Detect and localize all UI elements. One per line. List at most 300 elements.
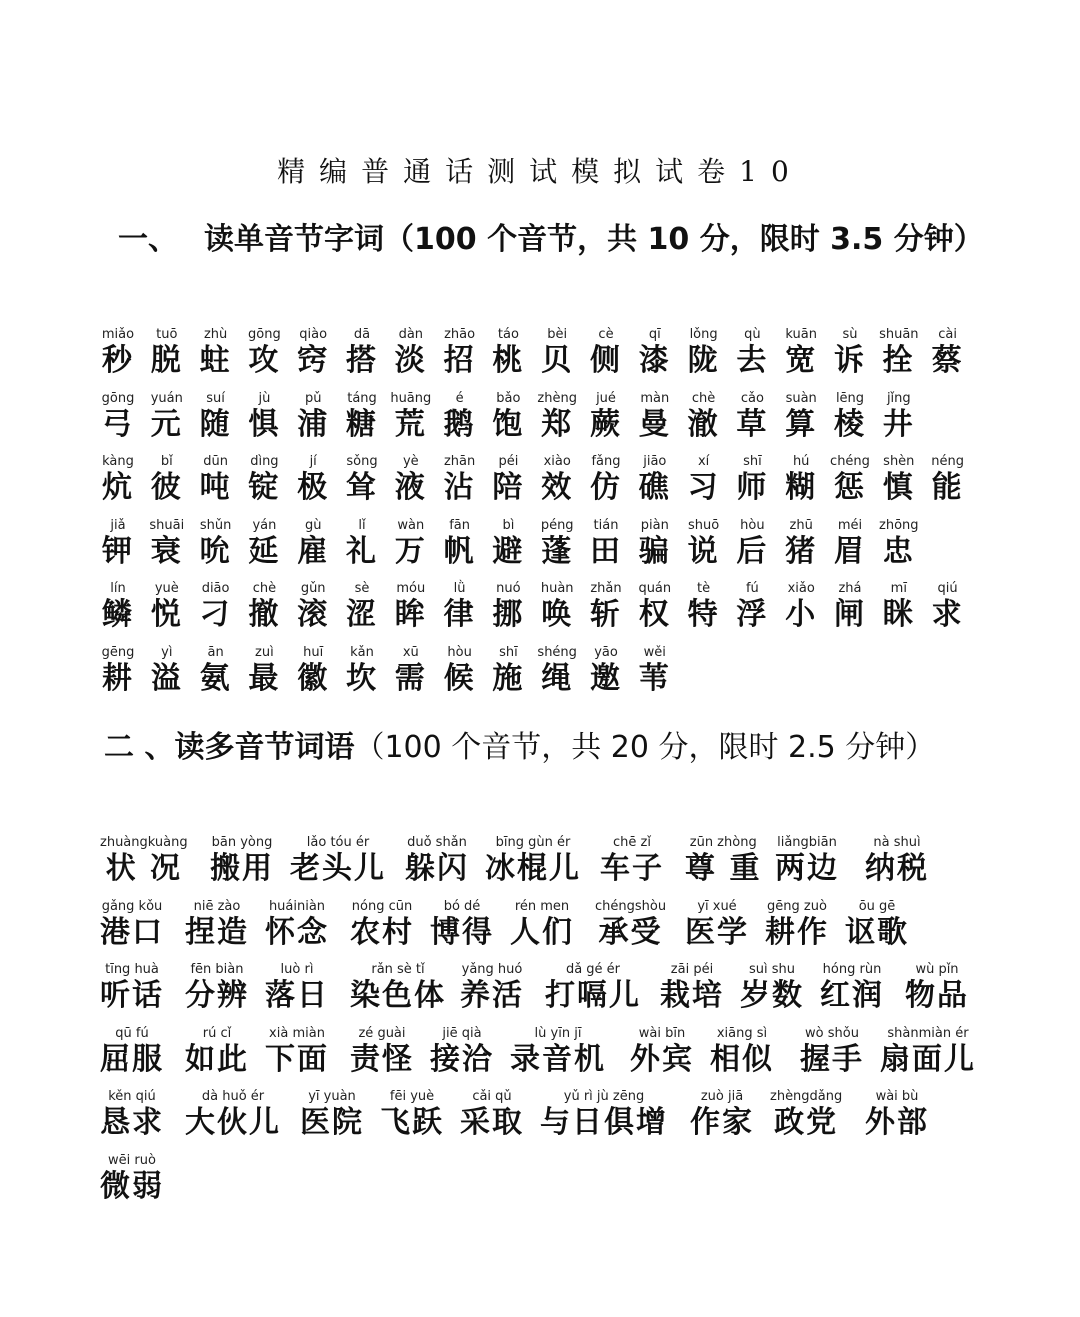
syllable-item bbox=[881, 517, 917, 570]
hanzi: 棱 bbox=[834, 406, 866, 442]
syllable-item bbox=[393, 517, 429, 570]
pinyin: qù bbox=[744, 327, 761, 342]
section2-heading bbox=[104, 722, 1080, 766]
hanzi: 钾 bbox=[102, 533, 134, 569]
pinyin: shuō bbox=[687, 517, 720, 533]
hanzi: 漆 bbox=[638, 343, 671, 378]
syllable-item bbox=[588, 390, 624, 443]
pinyin: bó dé bbox=[443, 898, 481, 914]
pinyin: duǒ shǎn bbox=[407, 835, 467, 850]
hanzi: 撤 bbox=[248, 597, 281, 632]
hanzi: 帆 bbox=[443, 533, 476, 569]
syllable-item bbox=[783, 390, 819, 443]
hanzi: 相似 bbox=[710, 1041, 774, 1077]
hanzi: 讴歌 bbox=[845, 914, 909, 950]
syllable-item bbox=[490, 453, 526, 506]
hanzi: 农村 bbox=[350, 914, 414, 950]
hanzi: 绳 bbox=[541, 660, 574, 696]
pinyin: dà huǒ ér bbox=[201, 1089, 265, 1104]
hanzi: 捏造 bbox=[185, 914, 249, 950]
hanzi: 骗 bbox=[638, 533, 671, 569]
pinyin: suàn bbox=[785, 390, 817, 406]
pinyin: fān bbox=[449, 517, 470, 533]
pinyin: yuè bbox=[154, 581, 179, 596]
pinyin: hóng rùn bbox=[822, 962, 882, 977]
hanzi: 挪 bbox=[492, 597, 525, 632]
word-item bbox=[380, 1088, 444, 1141]
pinyin: bèi bbox=[547, 327, 568, 342]
pinyin: kěn qiú bbox=[108, 1089, 156, 1104]
pinyin: lǎo tóu ér bbox=[306, 835, 370, 850]
pinyin: chéng bbox=[830, 454, 870, 469]
hanzi: 需 bbox=[394, 660, 427, 696]
syllable-item bbox=[881, 453, 917, 506]
pinyin: chē zǐ bbox=[613, 835, 651, 850]
syllable-item bbox=[149, 453, 185, 506]
hanzi: 避 bbox=[492, 533, 525, 569]
hanzi: 猪 bbox=[785, 533, 818, 569]
hanzi: 躲闪 bbox=[405, 851, 469, 886]
hanzi: 锭 bbox=[248, 470, 281, 505]
hanzi: 纳税 bbox=[865, 851, 929, 886]
syllable-item bbox=[539, 580, 575, 633]
hanzi: 岁数 bbox=[740, 978, 804, 1013]
syllable-item bbox=[881, 326, 917, 379]
pinyin: xià miàn bbox=[269, 1025, 325, 1041]
hanzi: 氨 bbox=[199, 660, 232, 696]
word-item bbox=[185, 961, 249, 1014]
pinyin: rú cǐ bbox=[202, 1025, 232, 1041]
hanzi: 滚 bbox=[297, 597, 330, 632]
hanzi: 吨 bbox=[199, 470, 232, 505]
hanzi: 刁 bbox=[199, 597, 232, 632]
word-item bbox=[430, 1025, 494, 1078]
syllable-item bbox=[295, 453, 331, 506]
pinyin: kuān bbox=[785, 327, 817, 342]
pinyin: zhèngdǎng bbox=[770, 1089, 843, 1104]
pinyin: gēng bbox=[101, 644, 135, 660]
hanzi: 雇 bbox=[297, 533, 330, 569]
syllable-item bbox=[783, 453, 819, 506]
pinyin: shèn bbox=[883, 454, 915, 469]
syllable-item bbox=[393, 453, 429, 506]
pinyin: zhān bbox=[443, 454, 476, 469]
pinyin: liǎngbiān bbox=[777, 835, 837, 850]
pinyin: zūn zhòng bbox=[689, 835, 757, 850]
hanzi: 攻 bbox=[248, 343, 281, 378]
hanzi: 坎 bbox=[346, 660, 378, 696]
syllable-item bbox=[930, 326, 966, 379]
pinyin: gù bbox=[304, 517, 322, 533]
syllable-item bbox=[442, 517, 478, 570]
pinyin: cài bbox=[938, 327, 957, 342]
pinyin: méi bbox=[837, 517, 863, 533]
syllable-item bbox=[881, 390, 917, 443]
hanzi: 耕作 bbox=[765, 914, 829, 950]
syllable-item bbox=[930, 453, 966, 506]
syllable-item bbox=[490, 644, 526, 697]
syllable-item bbox=[637, 326, 673, 379]
syllable-item bbox=[246, 390, 282, 443]
syllable-item bbox=[930, 580, 966, 633]
pinyin: néng bbox=[931, 454, 964, 469]
pinyin: shànmiàn ér bbox=[887, 1025, 969, 1041]
pinyin: jiāo bbox=[643, 454, 667, 469]
syllable-item bbox=[539, 644, 575, 697]
pinyin: zhōng bbox=[879, 517, 919, 533]
word-item bbox=[865, 834, 929, 887]
syllable-item bbox=[390, 390, 432, 443]
word-item bbox=[690, 1088, 754, 1141]
pinyin: gǔn bbox=[300, 581, 326, 596]
pinyin: dìng bbox=[250, 454, 279, 469]
pinyin: dā bbox=[353, 327, 371, 342]
syllable-item bbox=[734, 390, 770, 443]
hanzi: 元 bbox=[150, 406, 183, 442]
hanzi: 惧 bbox=[248, 406, 281, 442]
pinyin: bān yòng bbox=[211, 835, 273, 850]
syllable-item bbox=[393, 326, 429, 379]
pinyin: xiāng sì bbox=[716, 1025, 768, 1041]
hanzi: 博得 bbox=[430, 914, 494, 950]
syllable-item bbox=[588, 644, 624, 697]
hanzi: 沾 bbox=[443, 470, 476, 505]
word-item bbox=[540, 1088, 668, 1141]
hanzi: 微弱 bbox=[100, 1168, 164, 1204]
pinyin: zhū bbox=[789, 517, 813, 533]
pinyin: wài bīn bbox=[638, 1025, 686, 1041]
word-item bbox=[880, 1025, 976, 1078]
pinyin: yī xué bbox=[697, 898, 737, 914]
pinyin: tián bbox=[593, 517, 619, 533]
pinyin: sǒng bbox=[346, 454, 378, 469]
hanzi: 栽培 bbox=[660, 978, 724, 1013]
pinyin: zhāo bbox=[444, 327, 476, 342]
hanzi: 溢 bbox=[150, 660, 183, 696]
pinyin: péi bbox=[498, 454, 519, 469]
syllable-item bbox=[783, 517, 819, 570]
pinyin: rén men bbox=[514, 898, 570, 914]
pinyin: yǔ rì jù zēng bbox=[563, 1089, 645, 1104]
hanzi: 红润 bbox=[820, 978, 884, 1013]
hanzi: 窍 bbox=[297, 343, 330, 378]
pinyin: chè bbox=[691, 390, 716, 406]
pinyin: péng bbox=[540, 517, 574, 533]
syllable-item bbox=[100, 580, 136, 633]
hanzi: 蛀 bbox=[199, 343, 232, 378]
hanzi: 师 bbox=[736, 470, 769, 505]
syllable-item bbox=[295, 644, 331, 697]
word-item bbox=[845, 898, 909, 951]
word-item bbox=[630, 1025, 694, 1078]
hanzi: 外部 bbox=[865, 1105, 929, 1140]
syllable-item bbox=[637, 644, 673, 697]
hanzi: 尊 重 bbox=[685, 851, 762, 886]
hanzi: 医院 bbox=[300, 1105, 364, 1140]
syllable-item bbox=[588, 580, 624, 633]
word-item bbox=[740, 961, 804, 1014]
hanzi: 礁 bbox=[638, 470, 671, 505]
word-item bbox=[185, 1025, 249, 1078]
syllable-item bbox=[344, 326, 380, 379]
pinyin: bǐ bbox=[160, 454, 173, 469]
pinyin: wěi bbox=[643, 644, 666, 660]
word-item bbox=[100, 1088, 164, 1141]
hanzi: 搭 bbox=[346, 343, 378, 378]
pinyin: luò rì bbox=[280, 962, 314, 977]
pinyin: hòu bbox=[740, 517, 765, 533]
pinyin: huī bbox=[303, 644, 324, 660]
syllable-item bbox=[783, 326, 819, 379]
hanzi: 候 bbox=[443, 660, 476, 696]
pinyin: huàn bbox=[540, 581, 574, 596]
hanzi: 握手 bbox=[800, 1041, 864, 1077]
word-item bbox=[350, 961, 446, 1014]
syllable-item bbox=[100, 453, 136, 506]
hanzi: 蓬 bbox=[541, 533, 574, 569]
pinyin: shī bbox=[743, 454, 762, 469]
pinyin: gēng zuò bbox=[767, 898, 827, 914]
syllable-item bbox=[198, 453, 234, 506]
syllable-item bbox=[198, 326, 234, 379]
syllable-item bbox=[539, 453, 575, 506]
hanzi: 耸 bbox=[346, 470, 378, 505]
word-item bbox=[865, 1088, 929, 1141]
syllable-item bbox=[100, 644, 136, 697]
pinyin: fǎng bbox=[591, 454, 621, 469]
hanzi: 邀 bbox=[590, 660, 622, 696]
pinyin: tīng huà bbox=[105, 962, 159, 977]
hanzi: 液 bbox=[394, 470, 427, 505]
syllable-item bbox=[490, 517, 526, 570]
syllable-item bbox=[734, 453, 770, 506]
pinyin: fēn biàn bbox=[190, 962, 244, 977]
hanzi: 宽 bbox=[785, 343, 818, 378]
word-item bbox=[685, 834, 761, 887]
hanzi: 淡 bbox=[394, 343, 427, 378]
word-item bbox=[350, 898, 414, 951]
pinyin: yāo bbox=[594, 644, 618, 660]
pinyin: jiǎ bbox=[110, 517, 126, 533]
syllable-item bbox=[198, 517, 234, 570]
syllable-item bbox=[637, 517, 673, 570]
hanzi: 吮 bbox=[199, 533, 232, 569]
pinyin: diāo bbox=[201, 581, 230, 596]
syllable-item bbox=[295, 326, 331, 379]
word-item bbox=[430, 898, 494, 951]
syllable-item bbox=[637, 453, 673, 506]
hanzi: 万 bbox=[394, 533, 427, 569]
hanzi: 染色体 bbox=[350, 978, 446, 1013]
syllable-item bbox=[344, 580, 380, 633]
hanzi: 糖 bbox=[346, 406, 378, 442]
pinyin: fú bbox=[745, 581, 759, 596]
syllable-item bbox=[881, 580, 917, 633]
hanzi: 效 bbox=[541, 470, 574, 505]
pinyin: kàng bbox=[102, 454, 134, 469]
syllable-item bbox=[734, 326, 770, 379]
hanzi: 桃 bbox=[492, 343, 525, 378]
word-item bbox=[300, 1088, 364, 1141]
syllable-item bbox=[734, 517, 770, 570]
hanzi: 作家 bbox=[690, 1105, 754, 1140]
pinyin: màn bbox=[640, 390, 670, 406]
word-item bbox=[210, 834, 274, 887]
pinyin: hòu bbox=[447, 644, 472, 660]
pinyin: hú bbox=[792, 454, 810, 469]
syllable-item bbox=[100, 517, 136, 570]
section2-title: 二 、读多音节词语 bbox=[104, 730, 355, 765]
pinyin: qiào bbox=[299, 327, 328, 342]
hanzi: 大伙儿 bbox=[185, 1105, 281, 1140]
pinyin: xí bbox=[697, 454, 710, 469]
syllable-item bbox=[442, 580, 478, 633]
word-item bbox=[595, 898, 666, 951]
syllable-item bbox=[442, 326, 478, 379]
pinyin: zhǎn bbox=[590, 581, 622, 596]
syllable-item bbox=[686, 453, 722, 506]
syllable-item bbox=[246, 644, 282, 697]
hanzi: 外宾 bbox=[630, 1041, 694, 1077]
word-item bbox=[100, 961, 164, 1014]
word-item bbox=[510, 1025, 606, 1078]
hanzi: 两边 bbox=[775, 851, 839, 886]
hanzi: 怀念 bbox=[265, 914, 329, 950]
word-item bbox=[265, 1025, 329, 1078]
hanzi: 如此 bbox=[185, 1041, 249, 1077]
word-item bbox=[265, 961, 329, 1014]
syllable-item bbox=[490, 580, 526, 633]
hanzi: 荒 bbox=[394, 406, 427, 442]
word-item bbox=[545, 961, 641, 1014]
pinyin: nà shuì bbox=[873, 835, 921, 850]
pinyin: piàn bbox=[640, 517, 669, 533]
pinyin: lǒng bbox=[689, 327, 718, 342]
word-item bbox=[765, 898, 829, 951]
pinyin: tuō bbox=[156, 327, 178, 342]
pinyin: zāi péi bbox=[670, 962, 714, 977]
pinyin: lēng bbox=[835, 390, 865, 406]
hanzi: 下面 bbox=[265, 1041, 329, 1077]
pinyin: huáiniàn bbox=[268, 898, 326, 914]
hanzi: 老头儿 bbox=[290, 851, 386, 886]
hanzi: 医学 bbox=[685, 914, 749, 950]
hanzi: 苇 bbox=[638, 660, 671, 696]
section1-heading bbox=[118, 214, 1080, 258]
pinyin: quán bbox=[638, 581, 672, 596]
hanzi: 田 bbox=[590, 533, 622, 569]
hanzi: 闸 bbox=[834, 597, 866, 632]
syllable-item bbox=[539, 517, 575, 570]
hanzi: 录音机 bbox=[510, 1041, 606, 1077]
pinyin: ān bbox=[207, 644, 224, 660]
hanzi: 随 bbox=[199, 406, 232, 442]
hanzi: 唤 bbox=[541, 597, 574, 632]
syllable-item bbox=[149, 326, 185, 379]
hanzi: 陇 bbox=[687, 343, 720, 378]
syllable-item bbox=[149, 390, 185, 443]
hanzi: 听话 bbox=[100, 978, 164, 1013]
hanzi: 说 bbox=[687, 533, 720, 569]
hanzi: 港口 bbox=[100, 914, 164, 950]
hanzi: 徽 bbox=[297, 660, 330, 696]
hanzi: 眯 bbox=[882, 597, 915, 632]
word-item bbox=[660, 961, 724, 1014]
pinyin: sù bbox=[842, 327, 858, 342]
pinyin: gǎng kǒu bbox=[101, 898, 163, 914]
hanzi: 打嗝儿 bbox=[545, 978, 641, 1013]
pinyin: wàn bbox=[397, 517, 425, 533]
syllable-item bbox=[344, 644, 380, 697]
syllable-item bbox=[442, 453, 478, 506]
word-item bbox=[510, 898, 574, 951]
hanzi: 衰 bbox=[150, 533, 183, 569]
hanzi: 鳞 bbox=[102, 597, 134, 632]
section2-subtitle: （100 个音节，共 20 分，限时 2.5 分钟） bbox=[354, 730, 936, 765]
word-item bbox=[265, 898, 329, 951]
hanzi: 郑 bbox=[541, 406, 574, 442]
word-item bbox=[460, 961, 524, 1014]
hanzi: 澈 bbox=[687, 406, 720, 442]
pinyin: shī bbox=[499, 644, 518, 660]
syllable-item bbox=[149, 517, 185, 570]
word-item bbox=[685, 898, 749, 951]
hanzi: 蕨 bbox=[590, 406, 622, 442]
hanzi: 侧 bbox=[590, 343, 622, 378]
syllable-item bbox=[295, 580, 331, 633]
hanzi: 贝 bbox=[541, 343, 574, 378]
syllable-item bbox=[198, 390, 234, 443]
pinyin: yán bbox=[252, 517, 277, 533]
pinyin: nóng cūn bbox=[351, 898, 413, 914]
hanzi: 求 bbox=[931, 597, 964, 632]
hanzi: 最 bbox=[248, 660, 281, 696]
syllable-item bbox=[490, 390, 526, 443]
pinyin: xiào bbox=[543, 454, 571, 469]
pinyin: táng bbox=[347, 390, 377, 406]
hanzi: 政党 bbox=[774, 1105, 839, 1140]
syllable-item bbox=[442, 390, 478, 443]
hanzi: 惩 bbox=[834, 470, 866, 505]
pinyin: rǎn sè tǐ bbox=[371, 962, 425, 977]
hanzi: 施 bbox=[492, 660, 525, 696]
syllable-item bbox=[832, 453, 868, 506]
word-item bbox=[770, 1088, 842, 1141]
word-item bbox=[485, 834, 581, 887]
word-item bbox=[100, 834, 188, 887]
pinyin: gōng bbox=[101, 390, 135, 406]
hanzi: 蔡 bbox=[931, 343, 964, 378]
syllable-item bbox=[832, 517, 868, 570]
word-item bbox=[775, 834, 839, 887]
hanzi: 慎 bbox=[882, 470, 915, 505]
pinyin: dàn bbox=[398, 327, 424, 342]
pinyin: wài bù bbox=[875, 1089, 919, 1104]
syllable-item bbox=[149, 644, 185, 697]
syllable-item bbox=[539, 390, 575, 443]
syllable-item bbox=[686, 326, 722, 379]
word-item bbox=[185, 1088, 281, 1141]
syllable-item bbox=[686, 517, 722, 570]
syllable-item bbox=[344, 390, 380, 443]
hanzi: 落日 bbox=[265, 978, 329, 1013]
hanzi: 接洽 bbox=[430, 1041, 494, 1077]
word-item bbox=[350, 1025, 414, 1078]
hanzi: 养活 bbox=[460, 978, 524, 1013]
syllable-item bbox=[344, 517, 380, 570]
syllable-item bbox=[588, 326, 624, 379]
word-item bbox=[100, 1025, 164, 1078]
